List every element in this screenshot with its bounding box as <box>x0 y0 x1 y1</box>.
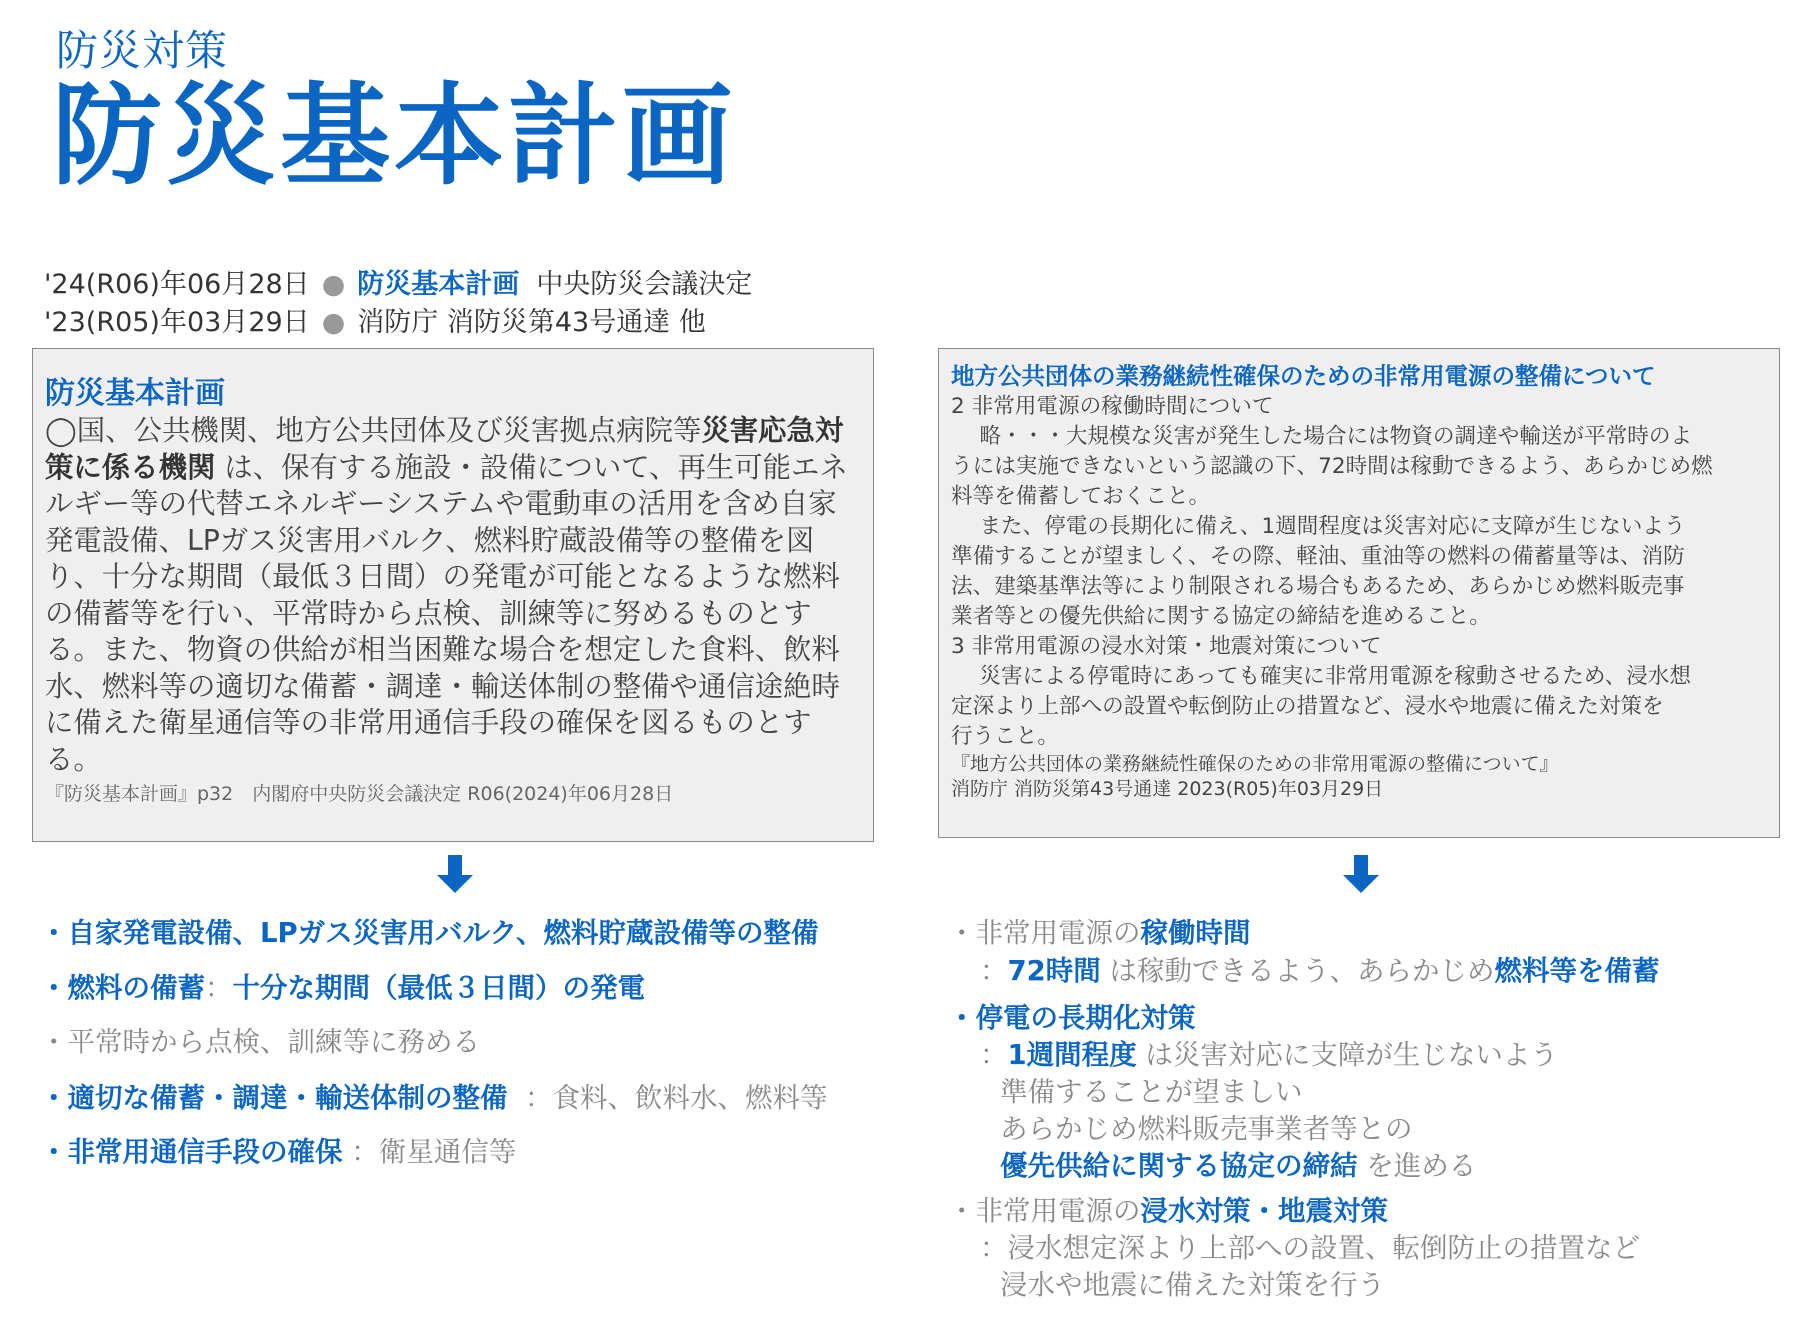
summary-item: ・非常用電源の稼働時間 <box>948 917 1251 949</box>
box-source: 『地方公共団体の業務継続性確保のための非常用電源の整備について』 <box>951 753 1559 775</box>
quote-box-left <box>32 348 874 842</box>
summary-item: ・燃料の備蓄：十分な期間（最低３日間）の発電 <box>40 972 645 1004</box>
summary-item: ：1週間程度 は災害対応に支障が生じないよう <box>980 1039 1558 1071</box>
summary-item: ・適切な備蓄・調達・輸送体制の整備 ：食料、飲料水、燃料等 <box>40 1082 828 1114</box>
box-line: 3 非常用電源の浸水対策・地震対策について <box>951 634 1382 659</box>
meta-rest: 消防庁 消防災第43号通達 他 <box>357 307 706 338</box>
box-line: 2 非常用電源の稼働時間について <box>951 394 1274 419</box>
summary-item: ・非常用電源の浸水対策・地震対策 <box>948 1195 1388 1227</box>
summary-item: 準備することが望ましい <box>1000 1076 1303 1108</box>
meta-rest: 中央防災会議決定 <box>536 269 753 300</box>
box-line: 業者等との優先供給に関する協定の締結を進めること。 <box>951 604 1491 629</box>
box-source: 消防庁 消防災第43号通達 2023(R05)年03月29日 <box>951 778 1384 800</box>
summary-item: ：浸水想定深より上部への設置、転倒防止の措置など <box>980 1232 1640 1264</box>
summary-item: あらかじめ燃料販売事業者等との <box>1000 1113 1413 1145</box>
box-line: また、停電の長期化に備え、1週間程度は災害対応に支障が生じないよう <box>951 514 1686 539</box>
bullet-dot-icon: ● <box>321 269 346 300</box>
box-line: 準備することが望ましく、その際、軽油、重油等の燃料の備蓄量等は、消防 <box>951 544 1685 569</box>
box-line: うには実施できないという認識の下、72時間は稼動できるよう、あらかじめ燃 <box>951 454 1713 479</box>
meta-line-1 <box>44 262 752 301</box>
box-body <box>45 413 861 778</box>
summary-item: ・自家発電設備、LPガス災害用バルク、燃料貯蔵設備等の整備 <box>40 917 819 949</box>
category-label: 防災対策 <box>56 26 229 75</box>
bullet-dot-icon: ● <box>321 307 346 338</box>
page-title: 防災基本計画 <box>52 72 736 200</box>
summary-item: ：72時間 は稼動できるよう、あらかじめ燃料等を備蓄 <box>980 955 1660 987</box>
arrow-down-icon <box>1341 855 1381 895</box>
summary-item: ・非常用通信手段の確保 ：衛星通信等 <box>40 1136 517 1168</box>
meta-date: '24(R06)年06月28日 <box>44 269 310 300</box>
meta-date: '23(R05)年03月29日 <box>44 307 310 338</box>
arrow-down-icon <box>435 855 475 895</box>
summary-item: 浸水や地震に備えた対策を行う <box>1000 1269 1385 1301</box>
box-title: 防災基本計画 <box>45 376 225 411</box>
box-source: 『防災基本計画』p32 内閣府中央防災会議決定 R06(2024)年06月28日 <box>45 783 674 805</box>
box-line: 災害による停電時にあっても確実に非常用電源を稼動させるため、浸水想 <box>951 664 1691 689</box>
summary-item: ・停電の長期化対策 <box>948 1002 1196 1034</box>
body-bold: 災害応急対策に係る機関 <box>45 414 844 484</box>
body-rest: は、保有する施設・設備について、再生可能エネルギー等の代替エネルギーシステムや電動車の活用を含め自家発電設備、LPガス災害用バルク、燃料貯蔵設備等の整備を図り、十分な期間（最低３日間）の発電が可能となるような燃料の備蓄等を行い、平常時から点検、訓練等に努めるものとする。また、物資の供給が相当困難な場合を想定した食料、飲料水、燃料等の適切な備蓄・調達・輸送体制の整備や通信途絶時に備えた衛星通信等の非常用通信手段の確保を図るものとする。 <box>45 450 848 776</box>
box-line: 略・・・大規模な災害が発生した場合には物資の調達や輸送が平常時のよ <box>951 424 1693 449</box>
box-line: 定深より上部への設置や転倒防止の措置など、浸水や地震に備えた対策を <box>951 694 1664 719</box>
meta-highlight: 防災基本計画 <box>357 269 520 300</box>
body-lead: ◯国、公共機関、地方公共団体及び災害拠点病院等 <box>45 414 702 447</box>
quote-box-right <box>938 348 1780 838</box>
box-line: 行うこと。 <box>951 724 1059 749</box>
meta-line-2 <box>44 300 706 339</box>
summary-item: ・平常時から点検、訓練等に務める <box>40 1026 480 1058</box>
box-line: 法、建築基準法等により制限される場合もあるため、あらかじめ燃料販売事 <box>951 574 1685 599</box>
box-line: 料等を備蓄しておくこと。 <box>951 484 1211 509</box>
box-title: 地方公共団体の業務継続性確保のための非常用電源の整備について <box>951 362 1656 390</box>
summary-item: 優先供給に関する協定の締結 を進める <box>1000 1150 1477 1182</box>
